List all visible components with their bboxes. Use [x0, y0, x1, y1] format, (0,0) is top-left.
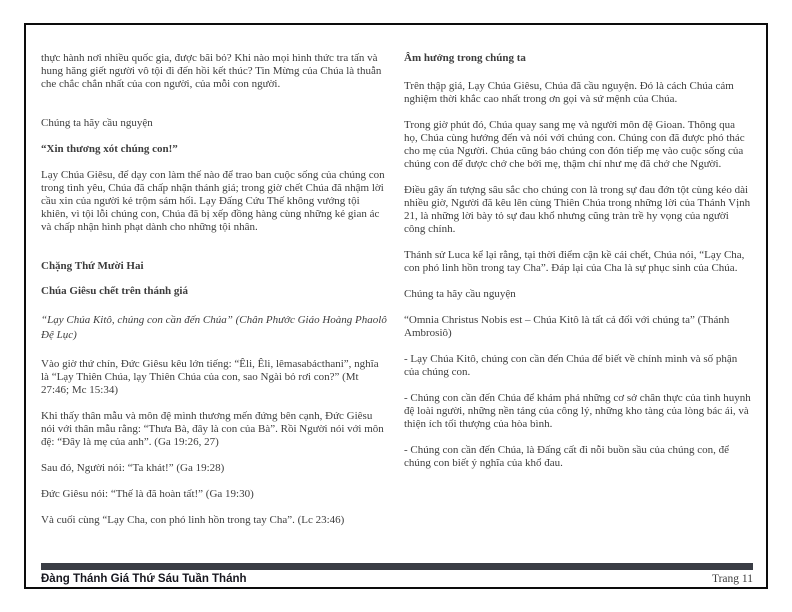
- paragraph: Vào giờ thứ chín, Đức Giêsu kêu lớn tiếng: “Êli, Êli, lêmasabácthani”, nghĩa là “Lạy Thiên Chúa, lạy Thiên Chúa của con, sao Ngài bỏ rơi con?” (Mt 27:46; Mc 15:34): [41, 358, 379, 396]
- paragraph: Trên thập giá, Lạy Chúa Giêsu, Chúa đã cầu nguyện. Đó là cách Chúa cảm nghiệm thời khắc cao nhất trong ơn gọi và sứ mệnh của Chúa.: [404, 80, 734, 105]
- paragraph: Lạy Chúa Giêsu, để dạy con làm thế nào để trao ban cuộc sống của chúng con trong tình yêu, Chúa đã chấp nhận thánh giá; trong giờ chết Chúa đã nhậm lời cầu xin của người kẻ trộm sám hối. Lạy Đấng Cứu Thế không vướng tội khiên, vì tội lỗi chúng con, Chúa đã bị xếp đồng hàng cùng những kẻ gian ác và chấp nhận hình phạt dành cho những tội nhân.: [41, 169, 385, 233]
- footer-divider-bar: [41, 563, 753, 570]
- prayer-call-label: Chúng ta hãy cầu nguyện: [404, 288, 516, 300]
- invocation-label: “Xin thương xót chúng con!”: [41, 143, 178, 155]
- page-number: Trang 11: [711, 573, 753, 585]
- paragraph: Khi thấy thân mẫu và môn đệ mình thương mến đứng bên cạnh, Đức Giêsu nói với thân mẫu rằng: “Thưa Bà, đây là con của Bà”. Rồi Người nói với môn đệ: “Đây là mẹ của anh”. (Ga 19:26, 27): [41, 410, 384, 448]
- quote-paragraph: “Omnia Christus Nobis est – Chúa Kitô là tất cả đối với chúng ta” (Thánh Ambrosiô): [404, 314, 730, 339]
- paragraph: - Lạy Chúa Kitô, chúng con cần đến Chúa để biết về chính mình và số phận của chúng con.: [404, 353, 738, 378]
- page-footer: [41, 563, 753, 586]
- paragraph: - Chúng con cần đến Chúa để khám phá những cơ sở chân thực của tình huynh đệ loài người, những nền tảng của công lý, những kho tàng của lòng bác ái, và thiện ích tối thượng của hòa bình.: [404, 392, 751, 430]
- paragraph: Trong giờ phút đó, Chúa quay sang mẹ và người môn đệ Gioan. Thông qua họ, Chúa cùng hướng đến và nói với chúng con. Chúng con đã được phó thác cho mẹ của Người. Chúa cũng bảo chúng con đón tiếp mẹ vào cuộc sống của chúng con để được chở che bởi mẹ, thậm chí như mẹ đã chở che Người.: [404, 119, 745, 170]
- footer-row: [41, 573, 753, 586]
- prayer-call-label: Chúng ta hãy cầu nguyện: [41, 117, 153, 129]
- paragraph: Thánh sử Luca kể lại rằng, tại thời điểm cận kề cái chết, Chúa nói, “Lạy Cha, con phó linh hồn trong tay Cha”. Đáp lại của Cha là sự phục sinh của Chúa.: [404, 249, 745, 274]
- footer-title: Đàng Thánh Giá Thứ Sáu Tuần Thánh: [41, 573, 247, 585]
- paragraph: Sau đó, Người nói: “Ta khát!” (Ga 19:28): [41, 462, 225, 474]
- paragraph: Điều gây ấn tượng sâu sắc cho chúng con là trong sự đau đớn tột cùng kéo dài nhiều giờ, Người đã kêu lên cùng Thiên Chúa trong những lời của Thánh Vịnh 21, là những lời bày tỏ sự đau khổ nhưng cũng tràn trề hy vọng của người công chính.: [404, 184, 751, 235]
- right-column: [404, 52, 751, 539]
- station-heading: Chặng Thứ Mười Hai: [41, 260, 144, 272]
- paragraph: Đức Giêsu nói: “Thế là đã hoàn tất!” (Ga 19:30): [41, 488, 254, 500]
- page-content: [41, 52, 751, 539]
- left-column: [41, 52, 388, 539]
- section-subheading: Âm hưởng trong chúng ta: [404, 52, 526, 64]
- paragraph: Và cuối cùng “Lạy Cha, con phó linh hồn trong tay Cha”. (Lc 23:46): [41, 514, 345, 526]
- document-page: [24, 23, 768, 589]
- paragraph: - Chúng con cần đến Chúa, là Đấng cất đi nỗi buồn sầu của chúng con, để chúng con biết ý nghĩa của khổ đau.: [404, 444, 730, 469]
- quote-citation: “Lạy Chúa Kitô, chúng con cần đến Chúa” (Chân Phước Giáo Hoàng Phaolô Đệ Lục): [41, 314, 387, 341]
- paragraph: thực hành nơi nhiều quốc gia, được bãi bỏ? Khi nào mọi hình thức tra tấn và hung hăng giết người vô tội đi đến hồi kết thúc? Tin Mừng của Chúa là thuẫn che chắc chắn nhất của con người, của mỗi con người.: [41, 52, 382, 90]
- station-subheading: Chúa Giêsu chết trên thánh giá: [41, 285, 188, 297]
